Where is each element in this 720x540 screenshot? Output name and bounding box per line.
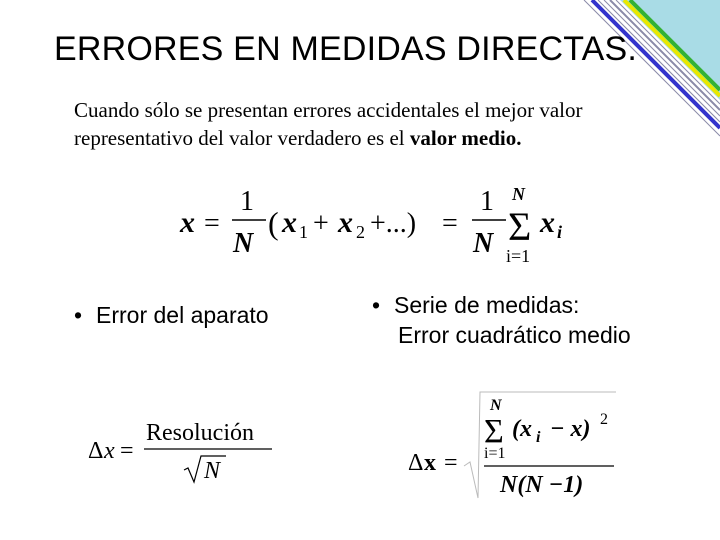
bullet-dot: • <box>74 302 83 328</box>
quad-eq: = <box>444 450 458 476</box>
instr-eq: = <box>120 438 134 464</box>
mean-open-paren: ( <box>268 205 279 241</box>
instr-n: N <box>204 458 221 484</box>
mean-one: 1 <box>240 186 254 217</box>
instr-x: x <box>104 438 115 464</box>
bullet-series-label: Serie de medidas: <box>394 292 580 318</box>
intro-text: Cuando sólo se presentan errores accidentales el mejor valor representativo del valor verdadero es el <box>74 98 583 150</box>
mean-dots: +...) <box>370 208 417 239</box>
mean-xi: x <box>540 206 555 239</box>
mean-sigma: Σ <box>508 204 532 249</box>
mean-sub2: 2 <box>356 222 365 242</box>
bullet-instrument-error <box>74 300 269 330</box>
intro-bold-text: valor medio. <box>409 126 522 150</box>
quad-x: x <box>424 450 436 476</box>
mean-sum-lower: i=1 <box>506 246 531 266</box>
bullet-instrument-label: Error del aparato <box>96 302 269 328</box>
instrument-error-formula <box>84 412 284 492</box>
mean-n-2: N <box>473 228 494 259</box>
mean-n: N <box>233 228 254 259</box>
quad-delta: Δ <box>408 450 424 476</box>
instr-delta: Δ <box>88 438 104 464</box>
quad-sum-upper: N <box>490 397 502 414</box>
intro-paragraph <box>74 96 674 152</box>
mean-xi-sub: i <box>557 222 563 242</box>
quad-exp: 2 <box>600 411 608 428</box>
mean-formula <box>170 180 590 270</box>
instr-numerator: Resolución <box>146 420 254 446</box>
quadratic-error-formula <box>404 390 634 500</box>
bullet-series-error <box>372 290 631 350</box>
bullet-series-sublabel: Error cuadrático medio <box>398 322 631 348</box>
quad-numer-sub: i <box>536 429 541 446</box>
quad-denom: N(N −1) <box>500 472 584 498</box>
mean-sub1: 1 <box>299 222 308 242</box>
mean-sum-upper: N <box>512 184 525 204</box>
mean-x1: x <box>282 206 297 239</box>
mean-one-2: 1 <box>480 186 494 217</box>
bullet-dot: • <box>372 292 381 318</box>
mean-plus: + <box>313 208 329 239</box>
mean-eq: = <box>204 208 220 239</box>
quad-minus: − x) <box>550 416 591 442</box>
mean-eq2: = <box>442 208 458 239</box>
slide-title: ERRORES EN MEDIDAS DIRECTAS. <box>54 30 638 68</box>
quad-numer: (x <box>512 416 532 442</box>
quad-sigma: Σ <box>484 413 504 450</box>
quad-sum-lower: i=1 <box>484 445 506 462</box>
mean-x: x <box>180 206 195 239</box>
mean-x2: x <box>338 206 353 239</box>
